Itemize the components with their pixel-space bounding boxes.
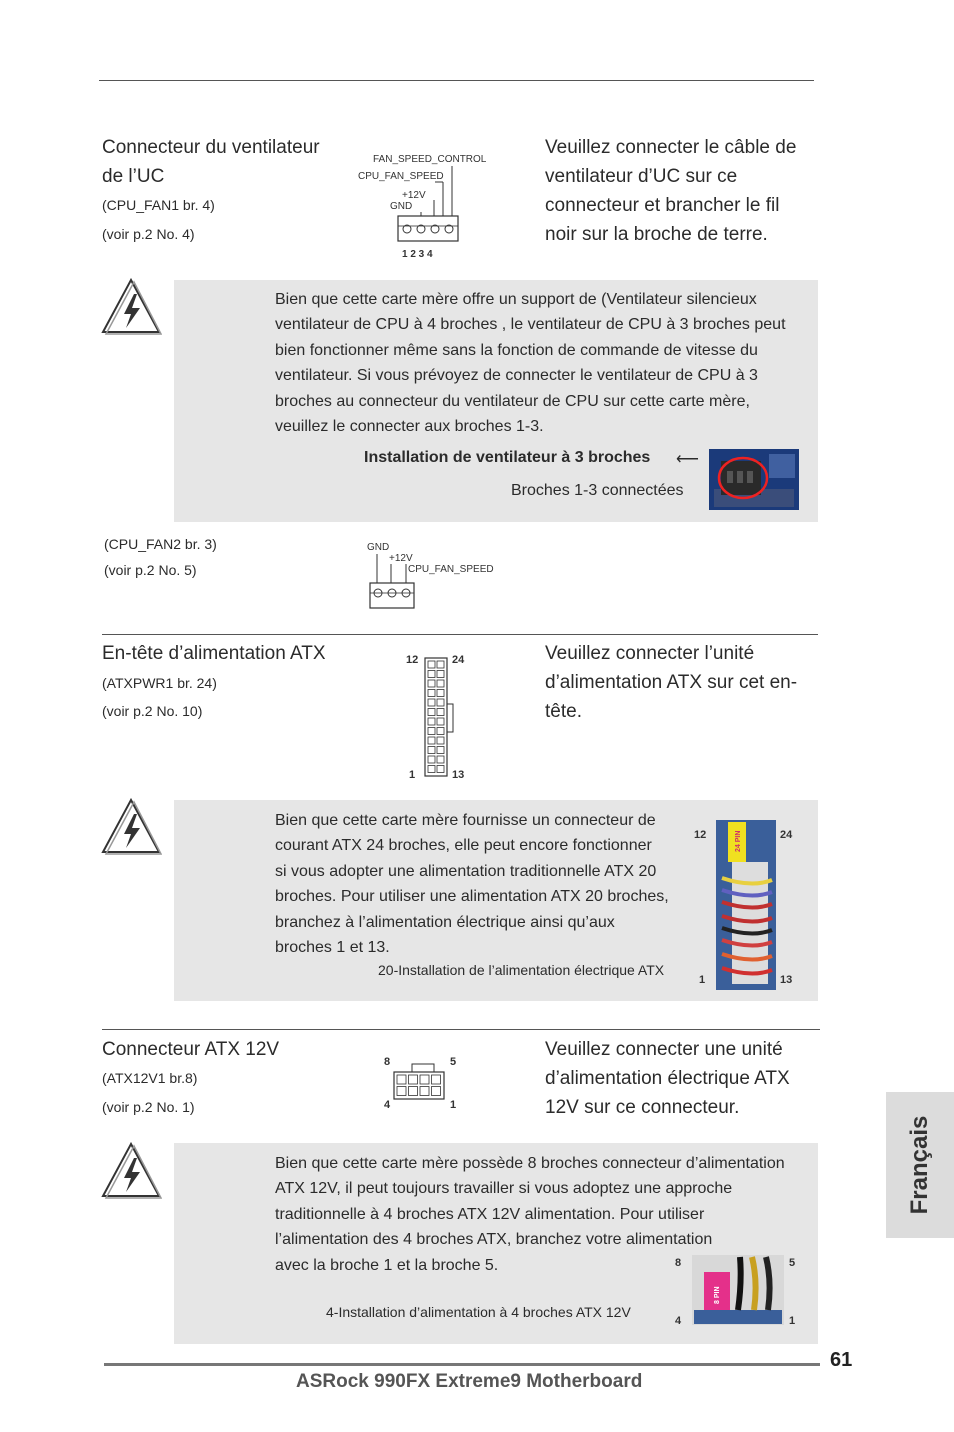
svg-text:5: 5 [450, 1056, 457, 1068]
svg-text:24: 24 [780, 829, 793, 841]
arrow-left-icon: ⟵ [676, 451, 699, 468]
section-rule [102, 1029, 820, 1030]
gnd-label: GND [390, 201, 413, 212]
svg-text:8: 8 [384, 1056, 391, 1068]
warning-lightning-icon [100, 1142, 162, 1200]
language-label: Français [906, 1115, 933, 1215]
atx24-photo [692, 818, 802, 990]
cpu-fan1-title: Connecteur du ventilateur de l’UC [102, 137, 320, 187]
svg-text:1: 1 [409, 769, 416, 781]
section-rule [102, 634, 818, 635]
atx12v-diagram [378, 1052, 468, 1114]
atx12v-see: (voir p.2 No. 1) [102, 1099, 195, 1115]
atx-power-description: Veuillez connecter l’unité d’alimentation ATX sur cet en- tête. [545, 643, 798, 722]
fan-install-sub: Broches 1-3 connectées [511, 482, 684, 499]
fan-install-title: Installation de ventilateur à 3 broches [364, 449, 651, 466]
atx12v-photo [672, 1252, 802, 1328]
atx-power-ref: (ATXPWR1 br. 24) [102, 675, 217, 691]
atx12v-ref: (ATX12V1 br.8) [102, 1070, 198, 1086]
cpu-fan2-diagram [365, 538, 505, 613]
language-side-tab [886, 1092, 954, 1238]
gnd-label: GND [367, 542, 390, 553]
atx-power-see: (voir p.2 No. 10) [102, 703, 203, 719]
atx24-diagram [400, 648, 480, 783]
cpu-fan1-see: (voir p.2 No. 4) [102, 226, 195, 242]
footer-product: ASRock 990FX Extreme9 Motherboard [296, 1371, 643, 1392]
top-rule [99, 80, 814, 81]
svg-text:4: 4 [384, 1099, 391, 1111]
fan-speed-control-label: FAN_SPEED_CONTROL [373, 154, 487, 165]
cpu-fan1-diagram [355, 148, 495, 263]
page-number: 61 [830, 1349, 853, 1371]
fan-note-text: Bien que cette carte mère offre un support de (Ventilateur silencieux ventilateur de CPU à 4 broches , le ventilateur de CPU à 3 broches peut bien fonctionner même sans la fonction de commande de vitesse du ventilateur. Si vous prévoyez de connecter le ventilateur de CPU à 3 broches au connecteur du ventilateur de CPU sur cette carte mère, veuillez le connecter aux broches 1-3. [275, 291, 786, 436]
plus12v-label: +12V [402, 190, 426, 201]
cpu-fan2-see: (voir p.2 No. 5) [104, 562, 197, 578]
atx12v-note-text: Bien que cette carte mère possède 8 broches connecteur d’alimentation ATX 12V, il peut toujours travailler si vous adoptez une approche traditionnelle à 4 broches ATX 12V alimentation. Pour utiliser l’alimentation des 4 broches ATX, branchez votre alimentation avec la broche 1 et la broche 5. [275, 1155, 785, 1274]
svg-text:12: 12 [694, 829, 707, 841]
svg-text:8: 8 [675, 1257, 682, 1269]
svg-text:24: 24 [452, 654, 465, 666]
atx12v-title: Connecteur ATX 12V [102, 1039, 280, 1060]
atx-note-text: Bien que cette carte mère fournisse un connecteur de courant ATX 24 broches, elle peut encore fonctionner si vous adopter une alimentation traditionnelle ATX 20 broches. Pour utiliser une alimentation ATX 20 broches, branchez à l’alimentation électrique ainsi qu’aux broches 1 et 13. [275, 812, 669, 957]
cpu-fan-speed-label: CPU_FAN_SPEED [408, 564, 494, 575]
svg-text:1: 1 [699, 974, 706, 986]
svg-text:1: 1 [789, 1315, 796, 1327]
footer-rule [104, 1363, 820, 1366]
svg-text:12: 12 [406, 654, 419, 666]
warning-lightning-icon [100, 798, 162, 856]
cpu-fan2-ref: (CPU_FAN2 br. 3) [104, 536, 217, 552]
fan-connector-photo [709, 449, 799, 510]
svg-text:13: 13 [780, 974, 793, 986]
pin-numbers-label: 1 2 3 4 [402, 249, 433, 260]
svg-text:13: 13 [452, 769, 465, 781]
svg-text:24 PIN: 24 PIN [735, 830, 742, 852]
svg-text:4: 4 [675, 1315, 682, 1327]
svg-text:8 PIN: 8 PIN [714, 1286, 721, 1304]
cpu-fan1-description: Veuillez connecter le câble de ventilateur d’UC sur ce connecteur et brancher le fil noir sur la broche de terre. [545, 137, 797, 245]
warning-lightning-icon [100, 278, 162, 336]
cpu-fan1-ref: (CPU_FAN1 br. 4) [102, 197, 215, 213]
plus12v-label: +12V [389, 553, 413, 564]
svg-text:5: 5 [789, 1257, 796, 1269]
atx-power-title: En-tête d’alimentation ATX [102, 643, 326, 664]
cpu-fan-speed-label: CPU_FAN_SPEED [358, 171, 444, 182]
atx12v-caption: 4-Installation d’alimentation à 4 broches ATX 12V [326, 1304, 631, 1320]
atx-caption: 20-Installation de l’alimentation électrique ATX [378, 962, 665, 978]
svg-text:1: 1 [450, 1099, 457, 1111]
atx12v-description: Veuillez connecter une unité d’alimentation électrique ATX 12V sur ce connecteur. [545, 1039, 790, 1118]
